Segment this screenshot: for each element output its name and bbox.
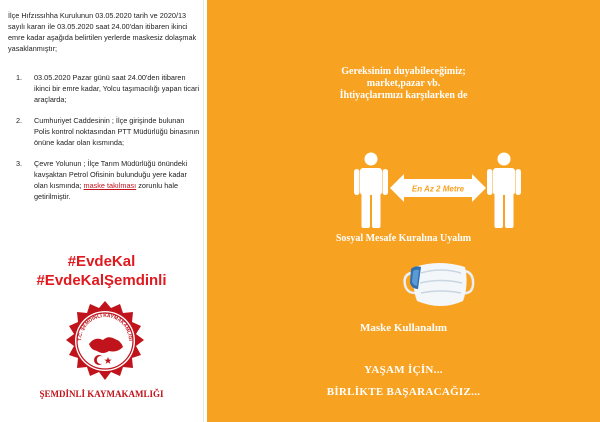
list-item	[8, 72, 200, 105]
person-icon	[487, 152, 521, 228]
list-text-end: zorunlu hale getirilmiştir.	[34, 181, 179, 201]
use-mask-text: Maske Kullanalım	[359, 322, 448, 334]
headline	[207, 66, 600, 102]
headline-line-1: Gereksinim duyabileceğimiz;	[341, 66, 466, 77]
list-number: 2.	[16, 116, 23, 125]
panel-divider	[203, 0, 204, 422]
birlikte-text: BİRLİKTE BAŞARACAĞIZ...	[326, 386, 481, 398]
distance-label: En Az 2 Metre	[411, 184, 465, 194]
list-item	[8, 158, 200, 202]
headline-line-3: İhtiyaçlarımızı karşılarken de	[339, 90, 468, 101]
intro-paragraph: İlçe Hıfzıssıhha Kurulunun 03.05.2020 tarih ve 2020/13 sayılı kararı ile 03.05.2020 saat 24.00'dan itibaren ikinci emre kadar aşağıda belirtilen yerlerde maskesiz dolaşmak yasaklanmıştır;	[8, 11, 197, 53]
regulation-list	[8, 72, 200, 212]
headline-line-2: market,pazar vb.	[366, 78, 441, 89]
yasam-icin-text: YAŞAM İÇİN...	[364, 364, 443, 376]
list-number: 1.	[16, 73, 23, 82]
hashtag-evdekal-semdinli: #EvdeKalŞemdinli	[36, 272, 167, 289]
left-panel	[0, 0, 203, 422]
list-number: 3.	[16, 159, 23, 168]
person-icon	[354, 152, 388, 228]
right-panel	[207, 0, 600, 422]
seal-text: T.C. ŞEMDİNLİ KAYMAKAMLIĞI	[76, 312, 134, 342]
face-mask-icon	[403, 255, 475, 315]
kaymakamlik-footer: ŞEMDİNLİ KAYMAKAMLIĞI	[39, 389, 164, 399]
list-item	[8, 115, 200, 148]
distance-arrow-icon	[390, 174, 486, 202]
social-distance-text: Sosyal Mesafe Kuralına Uyalım	[335, 233, 472, 244]
list-text: Çevre Yolunun ; İlçe Tarım Müdürlüğü önündeki kavşaktan Petrol Ofisinin bulunduğu yere kadar olan kısmında;	[34, 159, 188, 190]
list-text: 03.05.2020 Pazar günü saat 24.00'den itibaren ikinci bir emre kadar, Yolcu taşımacılığı yapan ticari araçlarda;	[34, 73, 200, 104]
kaymakamlik-seal-icon	[63, 300, 147, 384]
list-text: Cumhuriyet Caddesinin ; İlçe girişinde bulunan Polis kontrol noktasından PTT Müdürlüğü binasının önüne kadar olan kısmında;	[34, 116, 200, 147]
hashtag-evdekal: #EvdeKal	[67, 253, 136, 270]
mask-link[interactable]: maske takılması	[83, 181, 137, 190]
